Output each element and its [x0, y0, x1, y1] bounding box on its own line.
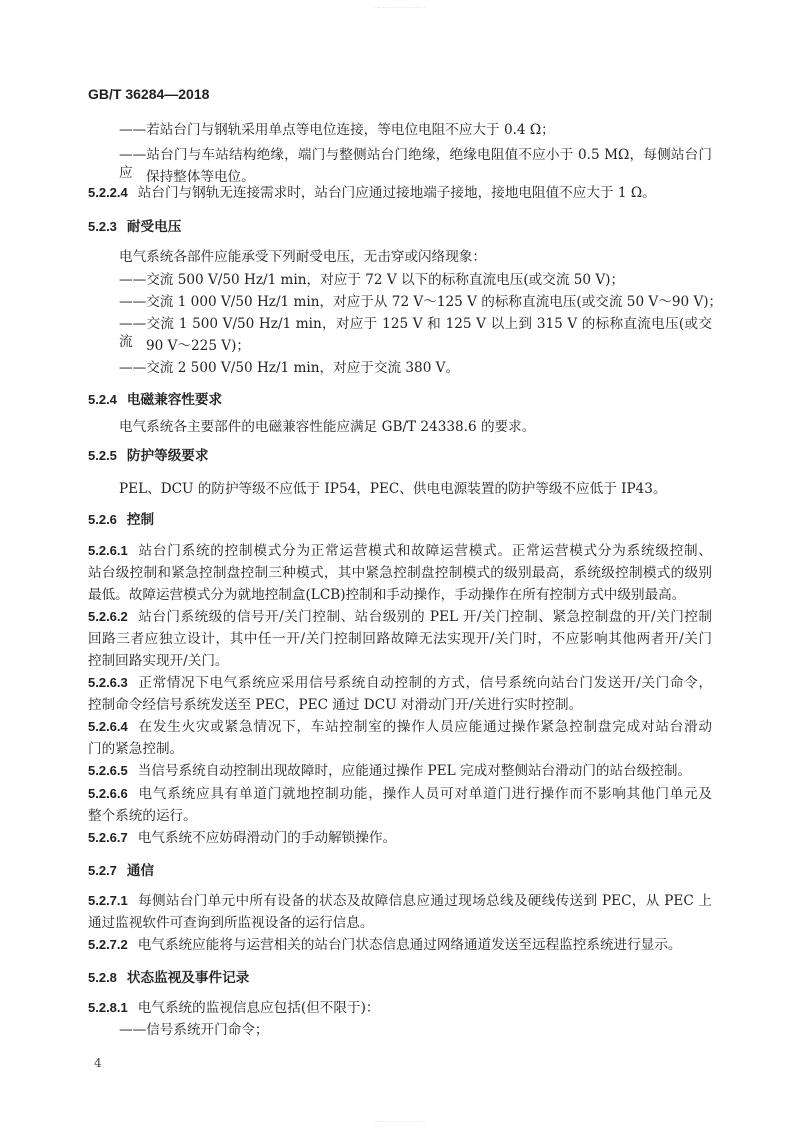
line-text: 当信号系统自动控制出现故障时，应能通过操作 PEL 完成对整侧站台滑动门的站台级控制。 — [137, 763, 692, 779]
line-text: ——交流 1 000 V/50 Hz/1 min，对应于从 72 V～125 V 的标称直流电压(或交流 50 V～90 V)； — [119, 294, 723, 310]
line-text: ——交流 1 500 V/50 Hz/1 min，对应于 125 V 和 125 V 以上到 315 V 的标称直流电压(或交流 — [119, 316, 712, 350]
line-text: ——交流 2 500 V/50 Hz/1 min，对应于交流 380 V。 — [119, 360, 460, 376]
watermark-bottom: · · · · · · · · · · · · · · · · · · · · — [375, 1119, 425, 1124]
line-text: 电气系统各部件应能承受下列耐受电压，无击穿或闪络现象： — [119, 249, 487, 265]
clause-number: 5.2.8.1 — [88, 1000, 128, 1015]
line-text: 在发生火灾或紧急情况下，车站控制室的操作人员应能通过操作紧急控制盘完成对站台滑动 — [137, 719, 712, 735]
line-text: 通过监视软件可查询到所监视设备的运行信息。 — [88, 915, 374, 931]
paragraph-line — [88, 936, 682, 954]
line-text: 整个系统的运行。 — [88, 808, 197, 824]
line-text: 控制回路实现开/关门。 — [88, 653, 229, 669]
paragraph-line — [88, 586, 685, 604]
line-text: 电气系统应具有单道门就地控制功能，操作人员可对单道门进行操作而不影响其他门单元及 — [137, 786, 712, 802]
paragraph-line — [88, 807, 197, 825]
line-text: 最低。故障运营模式分为就地控制盒(LCB)控制和手动操作，手动操作在所有控制方式中级别最高。 — [88, 587, 686, 603]
paragraph-line — [88, 785, 712, 803]
section-title: 通信 — [126, 863, 155, 878]
paragraph-line — [88, 718, 712, 736]
clause-number: 5.2.6.5 — [88, 763, 128, 778]
line-text: ——信号系统开门命令； — [119, 1022, 269, 1038]
clause-number: 5.2.6.1 — [88, 543, 128, 558]
section-heading — [88, 391, 222, 409]
clause-number: 5.2.7.1 — [88, 893, 128, 908]
line-text: 电气系统不应妨碍滑动门的手动解锁操作。 — [137, 830, 397, 846]
line-text: PEL、DCU 的防护等级不应低于 IP54，PEC、供电电源装置的防护等级不应低于 IP43。 — [119, 481, 667, 497]
line-text: 保持整体等电位。 — [146, 169, 255, 185]
section-heading — [88, 969, 249, 987]
section-title: 耐受电压 — [126, 219, 182, 234]
section-heading — [88, 447, 208, 465]
paragraph-line — [88, 630, 712, 648]
line-text: 每侧站台门单元中所有设备的状态及故障信息应通过现场总线及硬线传送到 PEC，从 PEC 上 — [137, 893, 712, 909]
paragraph-line — [119, 480, 667, 498]
paragraph-line — [88, 892, 712, 910]
section-heading — [88, 218, 181, 236]
paragraph-line — [88, 999, 379, 1017]
paragraph-line — [88, 542, 712, 560]
section-title: 防护等级要求 — [126, 448, 209, 463]
paragraph-line — [88, 914, 373, 932]
line-text: 站台门系统级的信号开/关门控制、站台级别的 PEL 开/关门控制、紧急控制盘的开/关门控制 — [137, 609, 712, 625]
paragraph-line — [88, 564, 712, 582]
list-item-line — [119, 1021, 269, 1039]
section-number: 5.2.5 — [88, 448, 117, 463]
clause-number: 5.2.6.2 — [88, 609, 128, 624]
section-title: 控制 — [126, 512, 155, 527]
line-text: 电气系统的监视信息应包括(但不限于)： — [137, 1000, 380, 1016]
clause-number: 5.2.6.3 — [88, 675, 128, 690]
line-text: ——若站台门与钢轨采用单点等电位连接，等电位电阻不应大于 0.4 Ω； — [119, 122, 555, 138]
list-item-line — [119, 271, 624, 289]
section-number: 5.2.6 — [88, 512, 117, 527]
paragraph-line — [88, 740, 183, 758]
line-text: ——交流 500 V/50 Hz/1 min，对应于 72 V 以下的标称直流电压(或交流 50 V)； — [119, 272, 625, 288]
section-number: 5.2.7 — [88, 863, 117, 878]
line-text: 控制命令经信号系统发送至 PEC，PEC 通过 DCU 对滑动门开/关进行实时控制。 — [88, 697, 583, 713]
section-heading — [88, 511, 154, 529]
line-text: 电气系统各主要部件的电磁兼容性能应满足 GB/T 24338.6 的要求。 — [119, 419, 536, 435]
line-text: 站台门与钢轨无连接需求时，站台门应通过接地端子接地，接地电阻值不应大于 1 Ω。 — [137, 185, 656, 201]
paragraph-line — [88, 674, 712, 692]
line-text: 回路三者应独立设计，其中任一开/关门控制回路故障无法实现开/关门时，不应影响其他两者开/关门 — [88, 631, 712, 647]
list-item-line — [119, 359, 459, 377]
paragraph-line — [88, 696, 582, 714]
clause-number: 5.2.2.4 — [88, 185, 128, 200]
line-text: 正常情况下电气系统应采用信号系统自动控制的方式，信号系统向站台门发送开/关门命令， — [137, 675, 712, 691]
section-number: 5.2.8 — [88, 970, 117, 985]
clause-number: 5.2.7.2 — [88, 937, 128, 952]
section-number: 5.2.4 — [88, 392, 117, 407]
watermark-top: · · · · · · · · · · · · · · · · · · · · — [375, 5, 425, 10]
paragraph-line — [88, 829, 396, 847]
section-heading — [88, 862, 154, 880]
line-text: 电气系统应能将与运营相关的站台门状态信息通过网络通道发送至远程监控系统进行显示。 — [137, 937, 682, 953]
paragraph-line — [88, 184, 656, 202]
clause-number: 5.2.6.4 — [88, 719, 128, 734]
clause-number: 5.2.6.7 — [88, 830, 128, 845]
line-text: 门的紧急控制。 — [88, 741, 184, 757]
section-title: 状态监视及事件记录 — [126, 970, 250, 985]
line-text: 90 V～225 V)； — [146, 338, 251, 354]
line-text: 站台级控制和紧急控制盘控制三种模式，其中紧急控制盘控制模式的级别最高，系统级控制模式的级别 — [88, 565, 712, 581]
paragraph-line — [119, 248, 486, 266]
list-item-line — [119, 293, 722, 311]
line-text: 站台门系统的控制模式分为正常运营模式和故障运营模式。正常运营模式分为系统级控制、 — [137, 543, 712, 559]
line-text: ——站台门与车站结构绝缘，端门与整侧站台门绝缘，绝缘电阻值不应小于 0.5 MΩ，每侧站台门应 — [119, 147, 712, 181]
page-number: 4 — [94, 1056, 102, 1070]
list-item-line — [119, 121, 555, 139]
paragraph-line — [119, 418, 535, 436]
paragraph-line — [88, 652, 229, 670]
paragraph-line — [88, 608, 712, 626]
document-header: GB/T 36284—2018 — [88, 86, 210, 102]
clause-number: 5.2.6.6 — [88, 786, 128, 801]
paragraph-line — [88, 762, 691, 780]
section-title: 电磁兼容性要求 — [126, 392, 223, 407]
list-item-line — [146, 337, 250, 355]
section-number: 5.2.3 — [88, 219, 117, 234]
